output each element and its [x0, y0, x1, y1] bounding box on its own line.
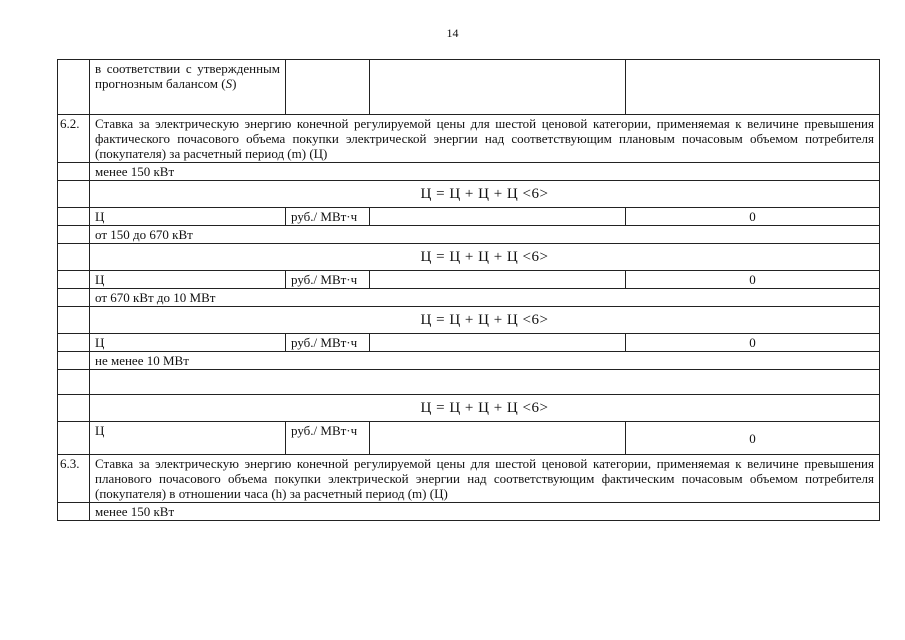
formula-symbol: S: [225, 76, 233, 91]
group-label: менее 150 кВт: [90, 163, 880, 181]
symbol-cell: Ц: [90, 422, 286, 455]
unit-cell: [286, 60, 370, 115]
unit-cell: руб./ МВт·ч: [286, 422, 370, 455]
formula: Ц = Ц + Ц + Ц <6>: [90, 395, 880, 422]
empty-cell: [626, 60, 880, 115]
formula: Ц = Ц + Ц + Ц <6>: [90, 181, 880, 208]
section-row-6-2: [58, 115, 880, 163]
value-row: [58, 334, 880, 352]
value-row: [58, 271, 880, 289]
symbol-cell: Ц: [90, 208, 286, 226]
symbol-cell: Ц: [90, 271, 286, 289]
value-cell: 0: [626, 271, 880, 289]
formula: Ц = Ц + Ц + Ц <6>: [90, 307, 880, 334]
formula-symbol: Ц: [313, 146, 324, 161]
value-row: [58, 422, 880, 455]
value-cell: 0: [626, 208, 880, 226]
unit-cell: руб./ МВт·ч: [286, 208, 370, 226]
section-row-6-3: [58, 455, 880, 503]
unit-cell: руб./ МВт·ч: [286, 334, 370, 352]
table-row: [58, 60, 880, 115]
group-label: от 670 кВт до 10 МВт: [90, 289, 880, 307]
section-text: Ставка за электрическую энергию конечной регулируемой цены для шестой ценовой категории, применяемая к величине превышения планового почасового объема покупки электрической энергии над соответствующим фактическим почасовым объемом потребителя (покупателя) в отношении часа (h) за расчетный период (m) (Ц): [90, 455, 880, 503]
tariff-table: [57, 59, 880, 521]
section-number: 6.3.: [58, 455, 90, 503]
formula-row: [58, 307, 880, 334]
spacer-row: [58, 370, 880, 395]
value-cell: 0: [626, 334, 880, 352]
section-number: 6.2.: [58, 115, 90, 163]
num-cell: [58, 60, 90, 115]
group-label: не менее 10 МВт: [90, 352, 880, 370]
section-text: Ставка за электрическую энергию конечной регулируемой цены для шестой ценовой категории, применяемая к величине превышения фактического почасового объема покупки электрической энергии над соответствующим плановым почасовым объемом потребителя (покупателя) за расчетный период (m) (Ц): [90, 115, 880, 163]
symbol-cell: Ц: [90, 334, 286, 352]
empty-cell: [370, 60, 626, 115]
group-label-row: [58, 163, 880, 181]
value-cell: 0: [626, 422, 880, 455]
formula-symbol: Ц: [434, 486, 444, 501]
text-cell: в соответствии с утвержденным прогнозным балансом (S): [90, 60, 286, 115]
group-label-row: [58, 289, 880, 307]
page-number: 14: [446, 26, 459, 40]
unit-cell: руб./ МВт·ч: [286, 271, 370, 289]
formula-row: [58, 181, 880, 208]
formula-row: [58, 244, 880, 271]
group-label-row: [58, 352, 880, 370]
group-label-row: [58, 226, 880, 244]
formula: Ц = Ц + Ц + Ц <6>: [90, 244, 880, 271]
formula-row: [58, 395, 880, 422]
group-label: от 150 до 670 кВт: [90, 226, 880, 244]
row-text: в соответствии с утвержденным прогнозным балансом (: [95, 61, 280, 91]
value-row: [58, 208, 880, 226]
group-label: менее 150 кВт: [90, 503, 880, 521]
group-label-row: [58, 503, 880, 521]
